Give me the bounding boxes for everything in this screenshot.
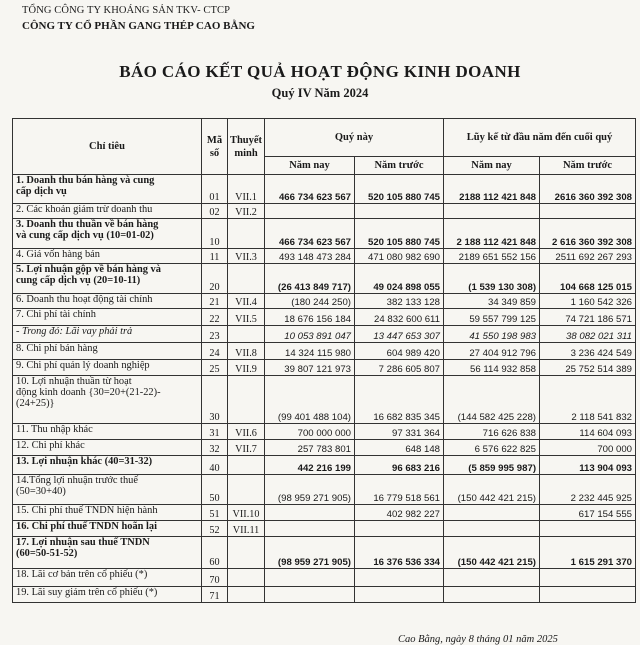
quarter-last-year-value: 402 982 227 [355,505,444,521]
ytd-last-year-value: 104 668 125 015 [540,264,636,294]
table-row [13,309,636,326]
quarter-last-year-value [355,204,444,219]
quarter-last-year-value: 16 376 536 334 [355,537,444,569]
row-code: 24 [202,343,228,360]
row-label-line: 16. Chi phí thuế TNDN hoãn lại [16,521,157,532]
ytd-this-year-value: (5 859 995 987) [444,456,540,475]
ytd-last-year-value: 617 154 555 [540,505,636,521]
parent-company-name: TỔNG CÔNG TY KHOÁNG SẢN TKV- CTCP [22,5,231,16]
income-statement-table [12,118,636,603]
row-note [228,264,265,294]
row-code: 10 [202,219,228,249]
ytd-last-year-value: 2 232 445 925 [540,475,636,505]
quarter-this-year-value: (180 244 250) [265,294,355,309]
ytd-last-year-value [540,587,636,603]
row-label-line: 11. Thu nhập khác [16,424,93,435]
ytd-this-year-value: 59 557 799 125 [444,309,540,326]
row-note [228,456,265,475]
place-date: Cao Bằng, ngày 8 tháng 01 năm 2025 [398,634,558,645]
row-label-line: 17. Lợi nhuận sau thuế TNDN [16,537,150,548]
table-row [13,264,636,294]
row-label-line: cấp dịch vụ [16,186,67,197]
row-note: VII.2 [228,204,265,219]
row-code: 25 [202,360,228,376]
header-quarter-this-year: Năm nay [265,157,355,175]
table-row [13,569,636,587]
ytd-this-year-value: 2189 651 552 156 [444,249,540,264]
ytd-last-year-value: 113 904 093 [540,456,636,475]
header-ytd-last-year: Năm trước [540,157,636,175]
row-code: 21 [202,294,228,309]
row-label-line: 9. Chi phí quản lý doanh nghiệp [16,360,150,371]
row-code: 31 [202,424,228,440]
row-code: 60 [202,537,228,569]
report-period: Quý IV Năm 2024 [271,86,369,100]
row-label-line: 4. Giá vốn hàng bán [16,249,100,260]
row-label-line: 2. Các khoản giảm trừ doanh thu [16,204,153,215]
row-label-line: 5. Lợi nhuận gộp về bán hàng và [16,264,161,275]
row-note [228,376,265,424]
quarter-last-year-value: 648 148 [355,440,444,456]
ytd-last-year-value: 3 236 424 549 [540,343,636,360]
table-row [13,424,636,440]
row-code: 02 [202,204,228,219]
ytd-this-year-value: 56 114 932 858 [444,360,540,376]
row-note: VII.3 [228,249,265,264]
row-code: 11 [202,249,228,264]
row-label-line: 1. Doanh thu bán hàng và cung [16,175,155,186]
row-code: 70 [202,569,228,587]
row-label-line: 10. Lợi nhuận thuần từ hoạt [16,376,132,387]
ytd-this-year-value: 34 349 859 [444,294,540,309]
row-note [228,537,265,569]
header-ytd: Lũy kế từ đầu năm đến cuối quý [444,119,636,157]
row-label-line: 3. Doanh thu thuần về bán hàng [16,219,159,230]
row-label [13,376,202,424]
row-label-line: 15. Chi phí thuế TNDN hiện hành [16,505,158,516]
quarter-last-year-value [355,569,444,587]
table-row [13,326,636,343]
quarter-last-year-value: 16 779 518 561 [355,475,444,505]
ytd-last-year-value: 700 000 [540,440,636,456]
ytd-this-year-value: 27 404 912 796 [444,343,540,360]
quarter-this-year-value [265,587,355,603]
row-note: VII.6 [228,424,265,440]
row-label-line: động kinh doanh {30=20+(21-22)- [16,387,161,398]
row-note: VII.10 [228,505,265,521]
row-label [13,475,202,505]
ytd-last-year-value: 38 082 021 311 [540,326,636,343]
quarter-this-year-value: (98 959 271 905) [265,475,355,505]
row-code: 51 [202,505,228,521]
ytd-this-year-value: 2188 112 421 848 [444,175,540,204]
ytd-this-year-value: 41 550 198 983 [444,326,540,343]
row-code: 20 [202,264,228,294]
row-code: 52 [202,521,228,537]
quarter-this-year-value: (98 959 271 905) [265,537,355,569]
ytd-last-year-value [540,569,636,587]
quarter-last-year-value: 604 989 420 [355,343,444,360]
ytd-this-year-value: (150 442 421 215) [444,475,540,505]
row-label [13,587,202,603]
table-row [13,204,636,219]
header-quarter-last-year: Năm trước [355,157,444,175]
header-code: Mã số [202,119,228,175]
row-note [228,326,265,343]
ytd-this-year-value [444,505,540,521]
row-code: 50 [202,475,228,505]
row-code: 40 [202,456,228,475]
row-note: VII.7 [228,440,265,456]
row-note: VII.5 [228,309,265,326]
row-note [228,587,265,603]
quarter-this-year-value: 18 676 156 184 [265,309,355,326]
ytd-this-year-value: (1 539 130 308) [444,264,540,294]
row-label [13,440,202,456]
row-label-line: 14.Tổng lợi nhuận trước thuế [16,475,138,486]
ytd-last-year-value: 114 604 093 [540,424,636,440]
ytd-this-year-value [444,204,540,219]
row-code: 22 [202,309,228,326]
row-label [13,294,202,309]
quarter-last-year-value: 16 682 835 345 [355,376,444,424]
row-label [13,456,202,475]
row-note [228,219,265,249]
ytd-this-year-value: 6 576 622 825 [444,440,540,456]
row-label-line: 8. Chi phí bán hàng [16,343,98,354]
quarter-this-year-value: 466 734 623 567 [265,219,355,249]
table-row [13,175,636,204]
quarter-last-year-value: 96 683 216 [355,456,444,475]
ytd-last-year-value: 2 118 541 832 [540,376,636,424]
row-label-line: (60=50-51-52) [16,548,78,559]
row-label-line: 13. Lợi nhuận khác (40=31-32) [16,456,153,467]
quarter-this-year-value: (26 413 849 717) [265,264,355,294]
quarter-this-year-value: (99 401 488 104) [265,376,355,424]
ytd-last-year-value: 1 615 291 370 [540,537,636,569]
quarter-last-year-value: 520 105 880 745 [355,219,444,249]
row-label [13,343,202,360]
table-row [13,343,636,360]
quarter-this-year-value [265,521,355,537]
row-label-line: (24+25)} [16,398,55,409]
row-label [13,249,202,264]
ytd-last-year-value: 1 160 542 326 [540,294,636,309]
report-title: BÁO CÁO KẾT QUẢ HOẠT ĐỘNG KINH DOANH [119,62,521,81]
row-label-line: (50=30+40) [16,486,66,497]
table-row [13,456,636,475]
table-row [13,537,636,569]
table-row [13,475,636,505]
row-note: VII.8 [228,343,265,360]
quarter-this-year-value: 10 053 891 047 [265,326,355,343]
quarter-this-year-value: 442 216 199 [265,456,355,475]
row-code: 71 [202,587,228,603]
quarter-this-year-value: 257 783 801 [265,440,355,456]
company-name: CÔNG TY CỔ PHẦN GANG THÉP CAO BẰNG [22,20,255,32]
ytd-last-year-value: 2616 360 392 308 [540,175,636,204]
ytd-last-year-value: 25 752 514 389 [540,360,636,376]
header-item: Chỉ tiêu [13,119,202,175]
quarter-this-year-value: 466 734 623 567 [265,175,355,204]
table-row [13,249,636,264]
row-note: VII.4 [228,294,265,309]
quarter-last-year-value: 49 024 898 055 [355,264,444,294]
row-label-line: 12. Chi phí khác [16,440,85,451]
quarter-last-year-value: 382 133 128 [355,294,444,309]
quarter-last-year-value: 471 080 982 690 [355,249,444,264]
table-row [13,505,636,521]
quarter-this-year-value: 700 000 000 [265,424,355,440]
header-note: Thuyết minh [228,119,265,175]
quarter-this-year-value [265,204,355,219]
row-label-line: 19. Lãi suy giảm trên cổ phiếu (*) [16,587,158,598]
quarter-last-year-value [355,521,444,537]
quarter-this-year-value: 14 324 115 980 [265,343,355,360]
quarter-last-year-value: 24 832 600 611 [355,309,444,326]
row-label [13,264,202,294]
quarter-last-year-value: 520 105 880 745 [355,175,444,204]
table-row [13,376,636,424]
quarter-last-year-value: 7 286 605 807 [355,360,444,376]
ytd-last-year-value: 74 721 186 571 [540,309,636,326]
ytd-this-year-value: (150 442 421 215) [444,537,540,569]
row-label [13,219,202,249]
table-row [13,360,636,376]
quarter-this-year-value: 493 148 473 284 [265,249,355,264]
table-row [13,294,636,309]
row-label-line: 7. Chi phí tài chính [16,309,96,320]
row-label-line: - Trong đó: Lãi vay phải trả [16,326,133,337]
row-label [13,360,202,376]
header-quarter: Quý này [265,119,444,157]
table-row [13,521,636,537]
quarter-this-year-value [265,569,355,587]
row-label [13,569,202,587]
row-label [13,175,202,204]
row-code: 32 [202,440,228,456]
row-label [13,424,202,440]
table-row [13,587,636,603]
ytd-last-year-value [540,521,636,537]
row-label [13,505,202,521]
ytd-last-year-value [540,204,636,219]
ytd-this-year-value: 2 188 112 421 848 [444,219,540,249]
table-row [13,219,636,249]
row-label-line: và cung cấp dịch vụ (10=01-02) [16,230,154,241]
header-ytd-this-year: Năm nay [444,157,540,175]
ytd-this-year-value [444,587,540,603]
row-note: VII.11 [228,521,265,537]
ytd-last-year-value: 2 616 360 392 308 [540,219,636,249]
quarter-last-year-value [355,587,444,603]
ytd-this-year-value [444,521,540,537]
ytd-this-year-value [444,569,540,587]
row-note: VII.1 [228,175,265,204]
row-note: VII.9 [228,360,265,376]
row-code: 23 [202,326,228,343]
row-code: 01 [202,175,228,204]
quarter-this-year-value [265,505,355,521]
table-row [13,440,636,456]
row-note [228,569,265,587]
row-label-line: 18. Lãi cơ bản trên cổ phiếu (*) [16,569,148,580]
row-label [13,521,202,537]
row-label [13,326,202,343]
ytd-last-year-value: 2511 692 267 293 [540,249,636,264]
row-label-line: cung cấp dịch vụ (20=10-11) [16,275,141,286]
row-code: 30 [202,376,228,424]
row-label [13,537,202,569]
ytd-this-year-value: (144 582 425 228) [444,376,540,424]
quarter-last-year-value: 13 447 653 307 [355,326,444,343]
ytd-this-year-value: 716 626 838 [444,424,540,440]
row-label [13,309,202,326]
row-note [228,475,265,505]
row-label-line: 6. Doanh thu hoạt động tài chính [16,294,153,305]
row-label [13,204,202,219]
quarter-this-year-value: 39 807 121 973 [265,360,355,376]
quarter-last-year-value: 97 331 364 [355,424,444,440]
